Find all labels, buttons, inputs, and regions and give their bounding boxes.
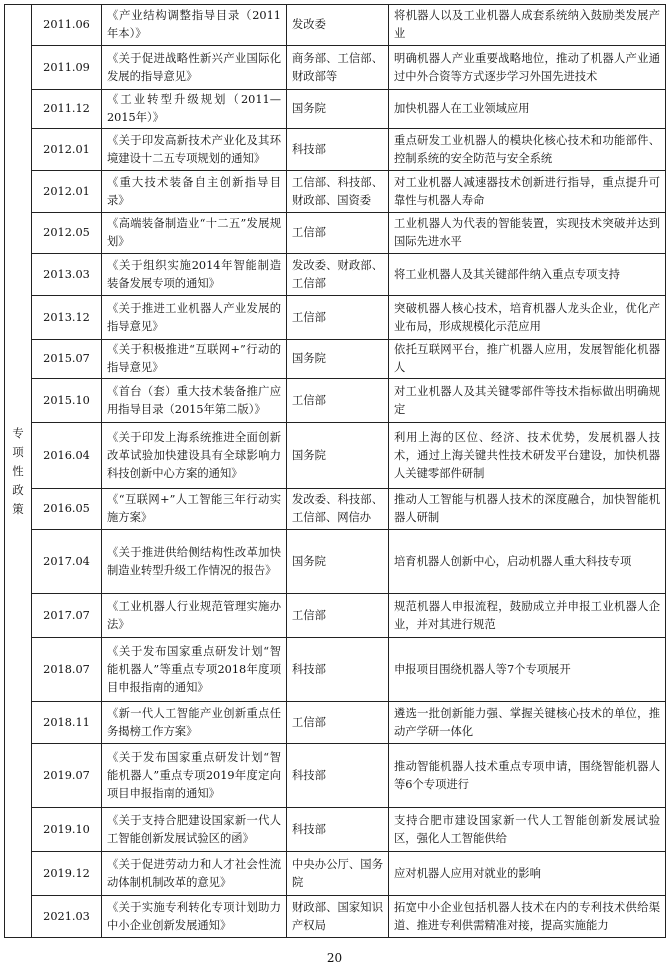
policy-table bbox=[4, 4, 666, 938]
table-row bbox=[5, 171, 666, 213]
document-title-cell: 《“互联网+”人工智能三年行动实施方案》 bbox=[102, 489, 287, 530]
department-cell: 工信部 bbox=[287, 379, 389, 423]
document-title-cell: 《关于积极推进“互联网+”行动的指导意见》 bbox=[102, 340, 287, 379]
content-cell: 拓宽中小企业包括机器人技术在内的专利技术供给渠道、推进专利供需精准对接，提高实施能力 bbox=[389, 896, 666, 938]
department-cell: 工信部 bbox=[287, 213, 389, 254]
content-cell: 对工业机器人减速器技术创新进行指导，重点提升可靠性与机器人寿命 bbox=[389, 171, 666, 213]
table-row bbox=[5, 46, 666, 90]
department-cell: 国务院 bbox=[287, 423, 389, 489]
document-title-cell: 《工业转型升级规划（2011—2015年）》 bbox=[102, 90, 287, 129]
document-title-cell: 《关于推进工业机器人产业发展的指导意见》 bbox=[102, 296, 287, 340]
date-cell: 2018.11 bbox=[32, 702, 102, 744]
table-row bbox=[5, 530, 666, 594]
document-title-cell: 《工业机器人行业规范管理实施办法》 bbox=[102, 594, 287, 638]
table-row bbox=[5, 852, 666, 896]
date-cell: 2018.07 bbox=[32, 638, 102, 702]
content-cell: 利用上海的区位、经济、技术优势，发展机器人技术，通过上海关键共性技术研发平台建设，加快机器人关键零部件研制 bbox=[389, 423, 666, 489]
date-cell: 2017.07 bbox=[32, 594, 102, 638]
document-title-cell: 《关于发布国家重点研发计划“智能机器人”重点专项2019年度定向项目申报指南的通知》 bbox=[102, 744, 287, 808]
department-cell: 科技部 bbox=[287, 744, 389, 808]
page-number: 20 bbox=[326, 951, 343, 965]
document-title-cell: 《首台（套）重大技术装备推广应用指导目录（2015年第二版）》 bbox=[102, 379, 287, 423]
content-cell: 支持合肥市建设国家新一代人工智能创新发展试验区，强化人工智能供给 bbox=[389, 808, 666, 852]
content-cell: 规范机器人申报流程，鼓励成立并申报工业机器人企业，并对其进行规范 bbox=[389, 594, 666, 638]
date-cell: 2012.01 bbox=[32, 129, 102, 171]
department-cell: 科技部 bbox=[287, 808, 389, 852]
table-row bbox=[5, 808, 666, 852]
department-cell: 发改委 bbox=[287, 5, 389, 46]
document-title-cell: 《高端装备制造业“十二五”发展规划》 bbox=[102, 213, 287, 254]
document-title-cell: 《关于促进劳动力和人才社会性流动体制机制改革的意见》 bbox=[102, 852, 287, 896]
content-cell: 依托互联网平台，推广机器人应用，发展智能化机器人 bbox=[389, 340, 666, 379]
policy-table-body bbox=[5, 5, 666, 938]
content-cell: 遴选一批创新能力强、掌握关键核心技术的单位，推动产学研一体化 bbox=[389, 702, 666, 744]
date-cell: 2017.04 bbox=[32, 530, 102, 594]
content-cell: 申报项目围绕机器人等7个专项展开 bbox=[389, 638, 666, 702]
table-row bbox=[5, 340, 666, 379]
date-cell: 2011.09 bbox=[32, 46, 102, 90]
document-title-cell: 《新一代人工智能产业创新重点任务揭榜工作方案》 bbox=[102, 702, 287, 744]
department-cell: 工信部、科技部、财政部、国资委 bbox=[287, 171, 389, 213]
content-cell: 明确机器人产业重要战略地位，推动了机器人产业通过中外合资等方式逐步学习外国先进技术 bbox=[389, 46, 666, 90]
content-cell: 重点研发工业机器人的模块化核心技术和功能部件、控制系统的安全防范与安全系统 bbox=[389, 129, 666, 171]
department-cell: 工信部 bbox=[287, 296, 389, 340]
department-cell: 国务院 bbox=[287, 90, 389, 129]
content-cell: 工业机器人为代表的智能装置，实现技术突破并达到国际先进水平 bbox=[389, 213, 666, 254]
department-cell: 科技部 bbox=[287, 129, 389, 171]
table-row bbox=[5, 254, 666, 296]
department-cell: 中央办公厅、国务院 bbox=[287, 852, 389, 896]
department-cell: 国务院 bbox=[287, 530, 389, 594]
date-cell: 2013.03 bbox=[32, 254, 102, 296]
table-row bbox=[5, 5, 666, 46]
department-cell: 发改委、财政部、工信部 bbox=[287, 254, 389, 296]
table-row bbox=[5, 379, 666, 423]
table-row bbox=[5, 129, 666, 171]
content-cell: 加快机器人在工业领域应用 bbox=[389, 90, 666, 129]
table-row bbox=[5, 594, 666, 638]
document-title-cell: 《产业结构调整指导目录（2011年本）》 bbox=[102, 5, 287, 46]
content-cell: 将工业机器人及其关键部件纳入重点专项支持 bbox=[389, 254, 666, 296]
table-row bbox=[5, 423, 666, 489]
department-cell: 工信部 bbox=[287, 594, 389, 638]
department-cell: 国务院 bbox=[287, 340, 389, 379]
date-cell: 2011.12 bbox=[32, 90, 102, 129]
content-cell: 应对机器人应用对就业的影响 bbox=[389, 852, 666, 896]
date-cell: 2012.01 bbox=[32, 171, 102, 213]
content-cell: 对工业机器人及其关键零部件等技术指标做出明确规定 bbox=[389, 379, 666, 423]
date-cell: 2012.05 bbox=[32, 213, 102, 254]
table-row bbox=[5, 638, 666, 702]
date-cell: 2019.10 bbox=[32, 808, 102, 852]
department-cell: 工信部 bbox=[287, 702, 389, 744]
category-label: 专项性政策 bbox=[12, 426, 24, 516]
date-cell: 2019.12 bbox=[32, 852, 102, 896]
table-row bbox=[5, 213, 666, 254]
date-cell: 2015.10 bbox=[32, 379, 102, 423]
table-row bbox=[5, 296, 666, 340]
content-cell: 推动智能机器人技术重点专项申请，围绕智能机器人等6个专项进行 bbox=[389, 744, 666, 808]
table-row bbox=[5, 702, 666, 744]
content-cell: 推动人工智能与机器人技术的深度融合，加快智能机器人研制 bbox=[389, 489, 666, 530]
content-cell: 培育机器人创新中心，启动机器人重大科技专项 bbox=[389, 530, 666, 594]
content-cell: 突破机器人核心技术，培育机器人龙头企业，优化产业布局，形成规模化示范应用 bbox=[389, 296, 666, 340]
table-row bbox=[5, 489, 666, 530]
document-title-cell: 《关于发布国家重点研发计划“智能机器人”等重点专项2018年度项目申报指南的通知》 bbox=[102, 638, 287, 702]
department-cell: 发改委、科技部、工信部、网信办 bbox=[287, 489, 389, 530]
date-cell: 2016.05 bbox=[32, 489, 102, 530]
document-title-cell: 《关于实施专利转化专项计划助力中小企业创新发展通知》 bbox=[102, 896, 287, 938]
document-title-cell: 《关于推进供给侧结构性改革加快制造业转型升级工作情况的报告》 bbox=[102, 530, 287, 594]
date-cell: 2011.06 bbox=[32, 5, 102, 46]
date-cell: 2016.04 bbox=[32, 423, 102, 489]
document-title-cell: 《关于印发上海系统推进全面创新改革试验加快建设具有全球影响力科技创新中心方案的通知》 bbox=[102, 423, 287, 489]
content-cell: 将机器人以及工业机器人成套系统纳入鼓励类发展产业 bbox=[389, 5, 666, 46]
document-title-cell: 《关于支持合肥建设国家新一代人工智能创新发展试验区的函》 bbox=[102, 808, 287, 852]
table-row bbox=[5, 744, 666, 808]
department-cell: 财政部、国家知识产权局 bbox=[287, 896, 389, 938]
date-cell: 2013.12 bbox=[32, 296, 102, 340]
date-cell: 2015.07 bbox=[32, 340, 102, 379]
department-cell: 商务部、工信部、财政部等 bbox=[287, 46, 389, 90]
document-title-cell: 《关于组织实施2014年智能制造装备发展专项的通知》 bbox=[102, 254, 287, 296]
table-row bbox=[5, 896, 666, 938]
department-cell: 科技部 bbox=[287, 638, 389, 702]
date-cell: 2021.03 bbox=[32, 896, 102, 938]
table-row bbox=[5, 90, 666, 129]
document-title-cell: 《关于促进战略性新兴产业国际化发展的指导意见》 bbox=[102, 46, 287, 90]
date-cell: 2019.07 bbox=[32, 744, 102, 808]
category-cell bbox=[5, 5, 32, 938]
document-title-cell: 《关于印发高新技术产业化及其环境建设十二五专项规划的通知》 bbox=[102, 129, 287, 171]
document-title-cell: 《重大技术装备自主创新指导目录》 bbox=[102, 171, 287, 213]
